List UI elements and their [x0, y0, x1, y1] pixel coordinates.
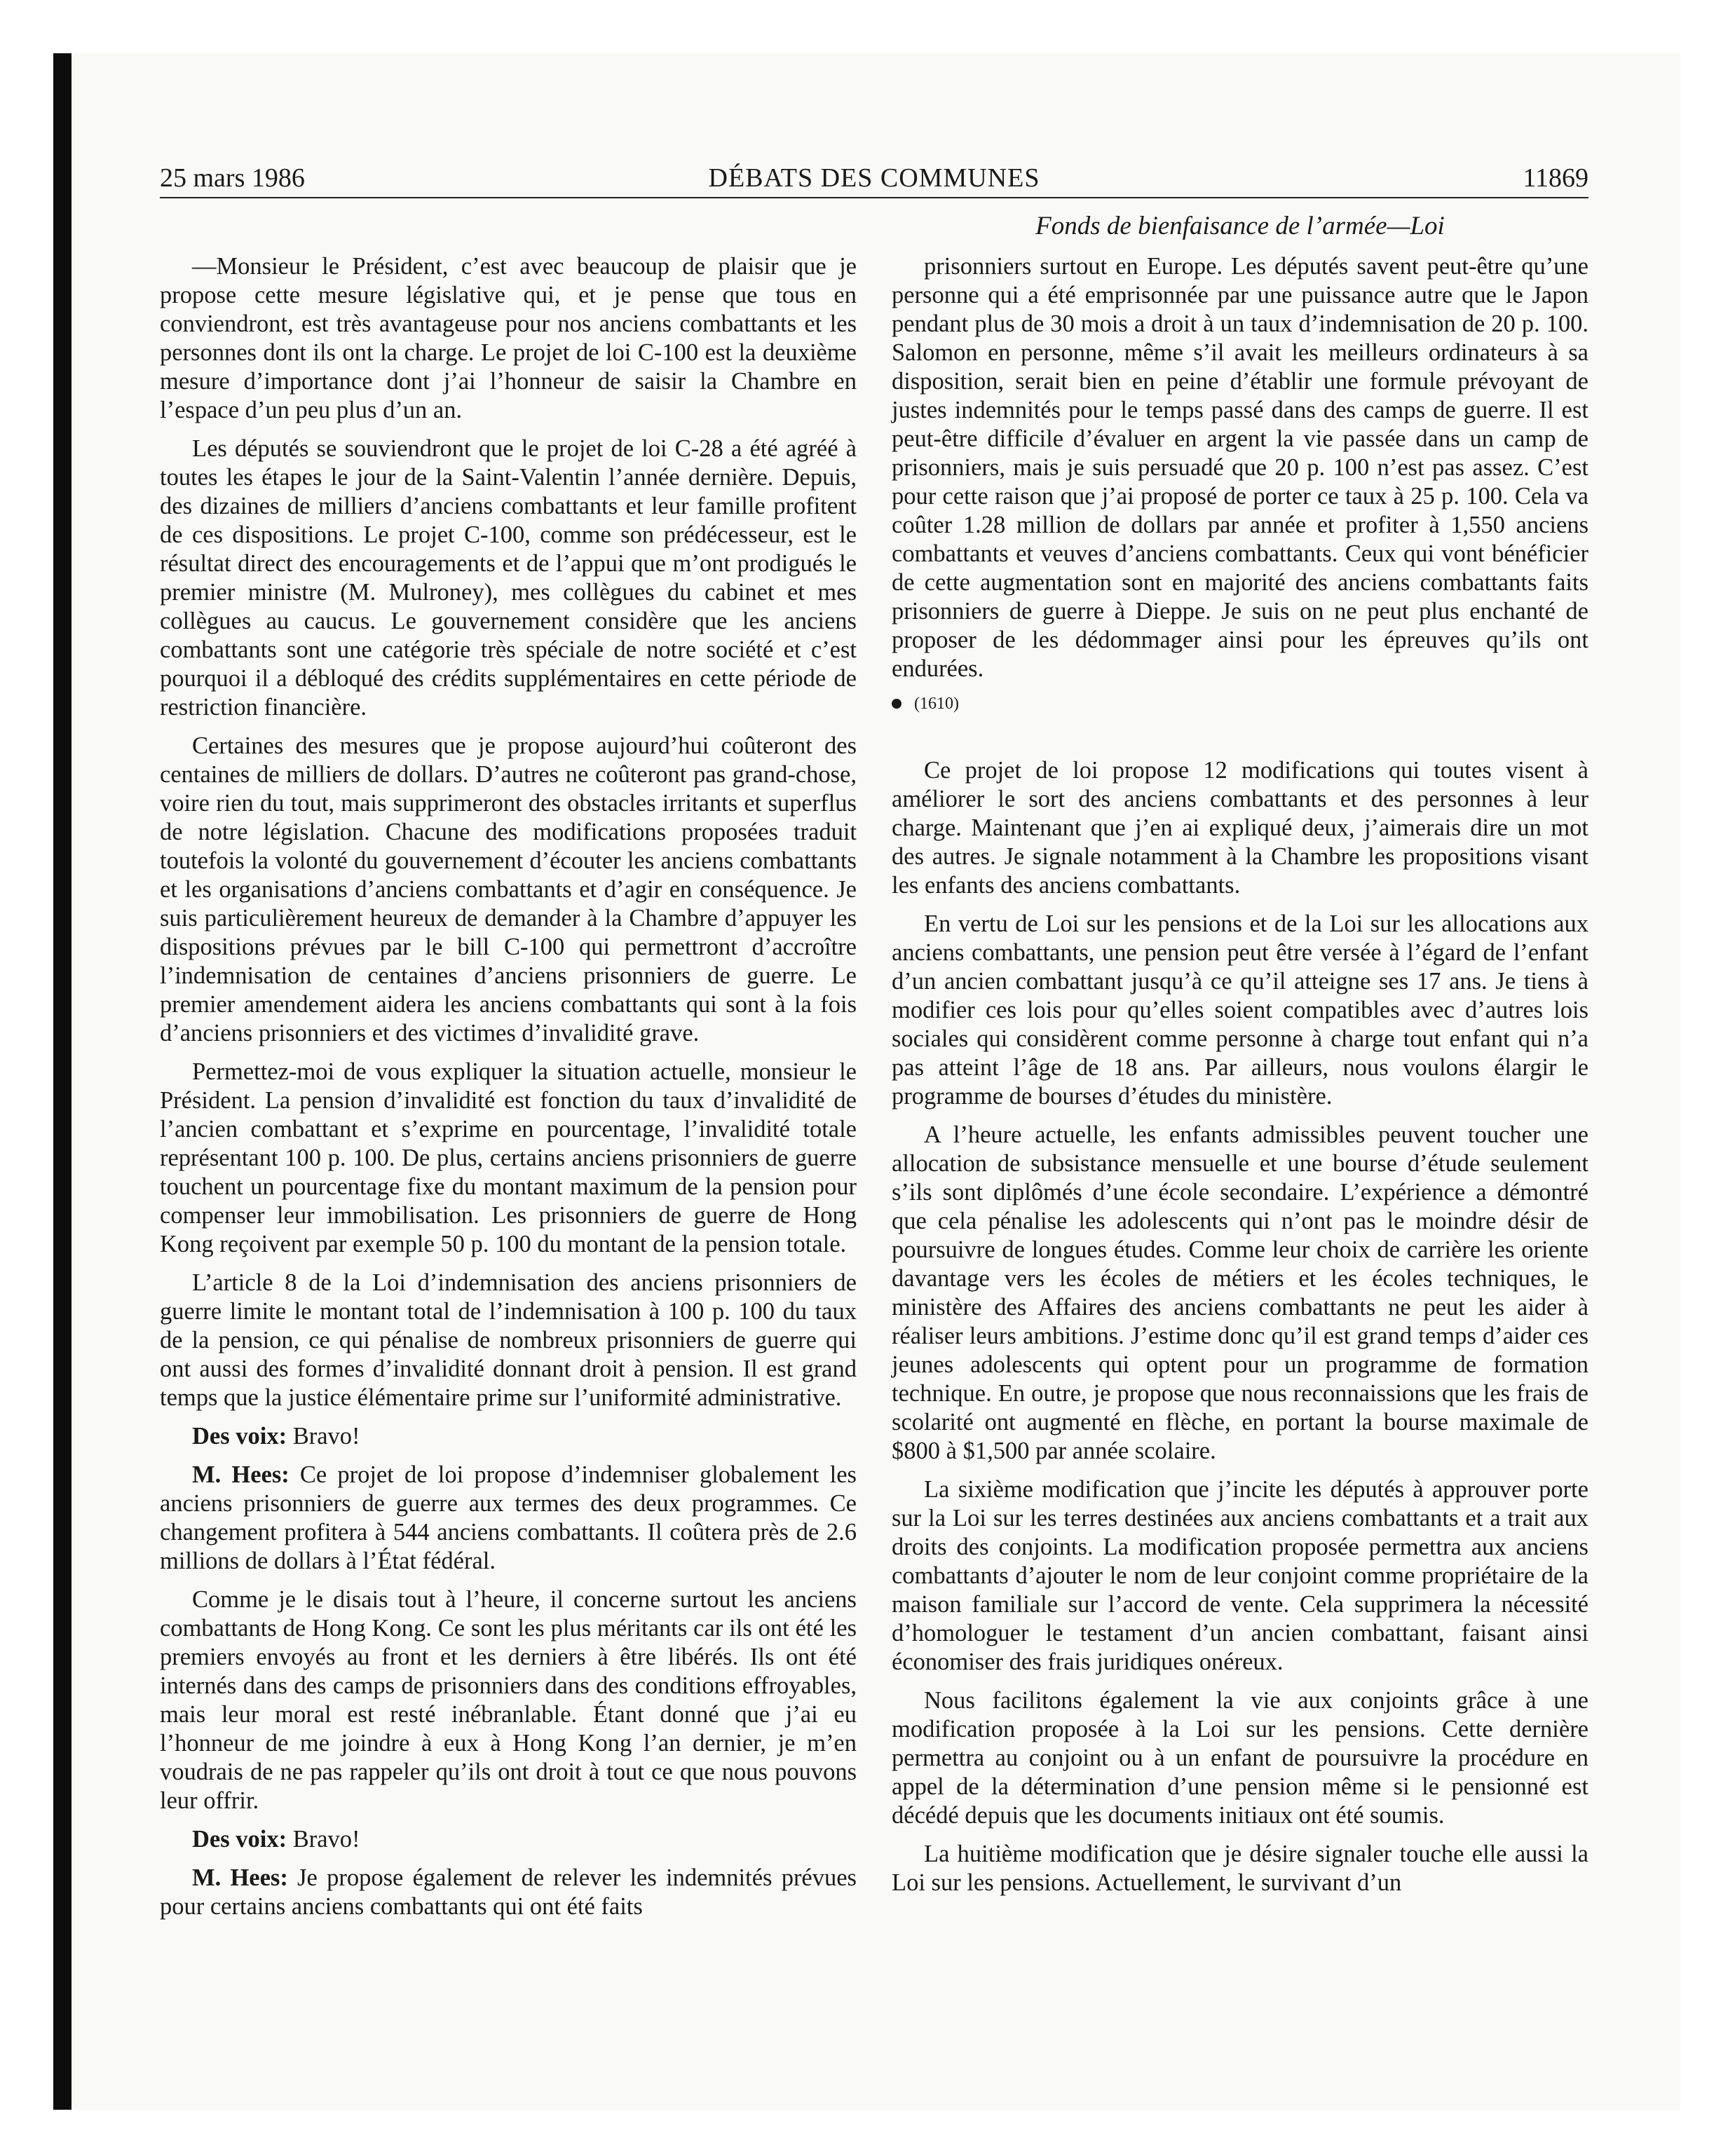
speaker-label: M. Hees:	[192, 1864, 288, 1891]
left-paragraph-1: —Monsieur le Président, c’est avec beaucoup de plaisir que je propose cette mesure législative qui, et je pense que tous en conviendront, est très avantageuse pour nos anciens combattants et les personnes dont ils ont la charge. Le projet de loi C-100 est la deuxième mesure d’importance dont j’ai l’honneur de saisir la Chambre en l’espace d’un peu plus d’un an.	[160, 253, 857, 423]
header-date: 25 mars 1986	[160, 163, 305, 193]
speech-text: Je propose également de relever les indemnités prévues pour certains anciens combattants qui ont été faits	[160, 1864, 857, 1920]
right-column	[892, 252, 1588, 1907]
bullet-icon	[892, 699, 901, 709]
running-head: Fonds de bienfaisance de l’armée—Loi	[1035, 212, 1445, 240]
right-paragraph-4: A l’heure actuelle, les enfants admissibles peuvent toucher une allocation de subsistance mensuelle et une bourse d’étude seulement s’ils sont diplômés d’une école secondaire. L’expérience a démontré que cela pénalise les adolescents qui n’ont pas le moindre désir de poursuivre de longues études. Comme leur choix de carrière les oriente davantage vers les écoles de métiers et les écoles techniques, le ministère des Affaires des anciens combattants ne peut les aider à réaliser leurs ambitions. J’estime donc qu’il est grand temps d’aider ces jeunes adolescents qui optent pour un programme de formation technique. En outre, je propose que nous reconnaissions que les frais de scolarité ont augmenté en flèche, en portant la bourse maximale de $800 à $1,500 par année scolaire.	[892, 1121, 1588, 1464]
interjection-voices-1	[160, 1422, 857, 1451]
right-paragraph-5: La sixième modification que j’incite les députés à approuver porte sur la Loi sur les terres destinées aux anciens combattants et a trait aux droits des conjoints. La modification proposée permettra aux anciens combattants d’ajouter le nom de leur conjoint comme propriétaire de la maison familiale sur l’accord de vente. Cela supprimera la nécessité d’homologuer le testament d’un ancien combattant, faisant ainsi économiser des frais juridiques onéreux.	[892, 1476, 1588, 1675]
right-paragraph-1: prisonniers surtout en Europe. Les députés savent peut-être qu’une personne qui a été emprisonnée par une puissance autre que le Japon pendant plus de 30 mois a droit à un taux d’indemnisation de 20 p. 100. Salomon en personne, même s’il avait les meilleurs ordinateurs à sa disposition, serait bien en peine d’établir une formule prévoyant de justes indemnités pour le temps passé dans des camps de guerre. Il est peut-être difficile d’évaluer en argent la vie passée dans un camp de prisonniers, mais je suis persuadé que 20 p. 100 n’est pas assez. C’est pour cette raison que j’ai proposé de porter ce taux à 25 p. 100. Cela va coûter 1.28 million de dollars par année et profiter à 1,550 anciens combattants et veuves d’anciens combattants. Ceux qui vont bénéficier de cette augmentation sont en majorité des anciens combattants faits prisonniers de guerre à Dieppe. Je suis on ne peut plus enchanté de proposer de les dédommager ainsi pour les épreuves qu’ils ont endurées.	[892, 253, 1588, 682]
left-paragraph-3: Certaines des mesures que je propose aujourd’hui coûteront des centaines de milliers de dollars. D’autres ne coûteront pas grand-chose, voire rien du tout, mais supprimeront des obstacles irritants et superflus de notre législation. Chacune des modifications proposées traduit toutefois la volonté du gouvernement d’écouter les anciens combattants et les organisations d’anciens combattants et d’agir en conséquence. Je suis particulièrement heureux de demander à la Chambre d’appuyer les dispositions prévues par le bill C-100 qui permettront d’accroître l’indemnisation de centaines d’anciens prisonniers de guerre. Le premier amendement aidera les anciens combattants qui sont à la fois d’anciens prisonniers et des victimes d’invalidité grave.	[160, 732, 857, 1046]
speaker-label: Des voix:	[192, 1423, 287, 1449]
left-paragraph-2: Les députés se souviendront que le projet de loi C-28 a été agréé à toutes les étapes le jour de la Saint-Valentin l’année dernière. Depuis, des dizaines de milliers d’anciens combattants et leur famille profitent de ces dispositions. Le projet C-100, comme son prédécesseur, est le résultat direct des encouragements et de l’appui que m’ont prodigués le premier ministre (M. Mulroney), mes collègues du cabinet et mes collègues au caucus. Le gouvernement considère que les anciens combattants sont une catégorie très spéciale de notre société et c’est pourquoi il a débloqué des crédits supplémentaires en cette période de restriction financière.	[160, 435, 857, 721]
right-paragraph-2: Ce projet de loi propose 12 modifications qui toutes visent à améliorer le sort des anciens combattants et des personnes à leur charge. Maintenant que j’en ai expliqué deux, j’aimerais dire un mot des autres. Je signale notamment à la Chambre les propositions visant les enfants des anciens combattants.	[892, 757, 1588, 899]
right-paragraph-6: Nous facilitons également la vie aux conjoints grâce à une modification proposée à la Loi sur les pensions. Cette dernière permettra au conjoint ou à un enfant de poursuivre la procédure en appel de la détermination d’une pension même si le pensionné est décédé depuis que les documents initiaux ont été soumis.	[892, 1687, 1588, 1829]
time-stamp	[892, 693, 1588, 714]
speech-text: Ce projet de loi propose d’indemniser globalement les anciens prisonniers de guerre aux termes des deux programmes. Ce changement profitera à 544 anciens combattants. Il coûtera près de 2.6 millions de dollars à l’État fédéral.	[160, 1461, 857, 1574]
page-header	[160, 160, 1588, 196]
interjection-text: Bravo!	[287, 1826, 360, 1853]
left-column	[160, 252, 857, 1931]
left-paragraph-4: Permettez-moi de vous expliquer la situation actuelle, monsieur le Président. La pension d’invalidité est fonction du taux d’invalidité de l’ancien combattant et s’exprime en pourcentage, l’invalidité totale représentant 100 p. 100. De plus, certains anciens prisonniers de guerre touchent un pourcentage fixe du montant maximum de la pension pour compenser leur immobilisation. Les prisonniers de guerre de Hong Kong reçoivent par exemple 50 p. 100 du montant de la pension totale.	[160, 1058, 857, 1257]
speech-hees-1	[160, 1461, 857, 1576]
speech-hees-2	[160, 1864, 857, 1921]
time-stamp-text: (1610)	[914, 695, 959, 713]
header-title: DÉBATS DES COMMUNES	[708, 163, 1040, 193]
header-rule	[160, 197, 1588, 198]
speaker-label: Des voix:	[192, 1826, 287, 1853]
scan-edge-bar	[53, 53, 72, 2110]
right-paragraph-7: La huitième modification que je désire signaler touche elle aussi la Loi sur les pensions. Actuellement, le survivant d’un	[892, 1841, 1588, 1896]
interjection-text: Bravo!	[287, 1423, 360, 1449]
left-paragraph-5: L’article 8 de la Loi d’indemnisation des anciens prisonniers de guerre limite le montant total de l’indemnisation à 100 p. 100 du taux de la pension, ce qui pénalise de nombreux prisonniers de guerre qui ont aussi des formes d’invalidité donnant droit à pension. Il est grand temps que la justice élémentaire prime sur l’uniformité administrative.	[160, 1269, 857, 1411]
header-page-number: 11869	[1523, 163, 1588, 193]
left-paragraph-6: Comme je le disais tout à l’heure, il concerne surtout les anciens combattants de Hong Kong. Ce sont les plus méritants car ils ont été les premiers envoyés au front et les derniers à être libérés. Ils ont été internés dans des camps de prisonniers dans des conditions effroyables, mais leur moral est resté inébranlable. Étant donné que j’ai eu l’honneur de me joindre à eux à Hong Kong l’an dernier, je m’en voudrais de ne pas rappeler qu’ils ont droit à tout ce que nous pouvons leur offrir.	[160, 1586, 857, 1814]
speaker-label: M. Hees:	[192, 1461, 290, 1488]
interjection-voices-2	[160, 1825, 857, 1854]
right-paragraph-3: En vertu de Loi sur les pensions et de la Loi sur les allocations aux anciens combattants, une pension peut être versée à l’égard de l’enfant d’un ancien combattant jusqu’à ce qu’il atteigne ses 17 ans. Je tiens à modifier ces lois pour qu’elles soient compatibles avec d’autres lois sociales qui considèrent comme personne à charge tout enfant qui n’a pas atteint l’âge de 18 ans. Par ailleurs, nous voulons élargir le programme de bourses d’études du ministère.	[892, 910, 1588, 1110]
